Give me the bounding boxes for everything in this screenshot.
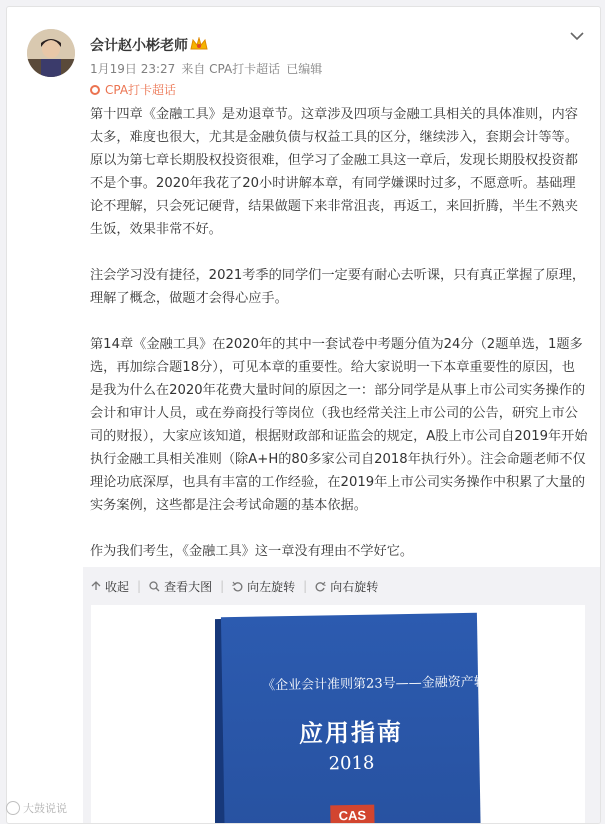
post-meta [90, 60, 328, 77]
media-viewer [83, 567, 600, 824]
book-subtitle: 《企业会计准则第23号——金融资产转移》 [262, 674, 513, 694]
collapse-label: 收起 [105, 579, 130, 594]
media-toolbar [83, 567, 386, 605]
chevron-down-icon[interactable] [570, 31, 584, 41]
post-paragraph: 作为我们考生，《金融工具》这一章没有理由不学好它。 [90, 544, 414, 559]
book-logo: CAS [330, 805, 375, 824]
collapse-button[interactable] [91, 578, 129, 595]
view-large-button[interactable] [149, 578, 212, 595]
watermark-text: 大鼓说说 [23, 802, 67, 815]
post-timestamp[interactable]: 1月19日 23:27 [90, 62, 176, 76]
magnifier-icon [149, 581, 160, 592]
post-paragraph: 注会学习没有捷径，2021考季的同学们一定要有耐心去听课，只有真正掌握了原理，理解了概念，做题才会得心应手。 [90, 268, 586, 306]
supertopic-link[interactable] [90, 81, 176, 98]
edited-label: 已编辑 [286, 62, 323, 76]
supertopic-label: CPA打卡超话 [105, 83, 177, 97]
post-content [90, 103, 588, 563]
rotate-left-label: 向左旋转 [247, 579, 296, 594]
collapse-arrow-icon [91, 581, 101, 591]
rotate-right-button[interactable] [315, 578, 378, 595]
weibo-post-card [6, 6, 601, 824]
toolbar-divider: | [303, 579, 308, 593]
rotate-right-label: 向右旋转 [330, 579, 379, 594]
supertopic-icon [90, 85, 100, 95]
watermark [6, 800, 67, 816]
post-paragraph: 第十四章《金融工具》是劝退章节。这章涉及四项与金融工具相关的具体准则，内容太多，难度也很大，尤其是金融负债与权益工具的区分，继续涉入，套期会计等等。原以为第七章长期股权投资很难，但学习了金融工具这一章后，发现长期股权投资都不是个事。2020年我花了20小时讲解本章，有同学嫌课时过多，不愿意听。基础理论不理解，只会死记硬背，结果做题下来非常沮丧，再返工，来回折腾，半生不熟夹生饭，效果非常不好。 [90, 107, 578, 237]
toolbar-divider: | [137, 579, 142, 593]
view-large-label: 查看大图 [164, 579, 213, 594]
toolbar-divider: | [220, 579, 225, 593]
author-name[interactable]: 会计赵小彬老师 [90, 38, 188, 54]
rotate-right-icon [315, 581, 326, 592]
book-year: 2018 [328, 752, 375, 775]
post-source[interactable]: 来自 CPA打卡超话 [181, 62, 281, 76]
rotate-left-button[interactable] [232, 578, 295, 595]
watermark-icon [6, 801, 20, 815]
book-cover [221, 613, 513, 824]
book-title: 应用指南 [298, 717, 404, 748]
post-paragraph: 第14章《金融工具》在2020年的其中一套试卷中考题分值为24分（2题单选，1题多选，再加综合题18分），可见本章的重要性。给大家说明一下本章重要性的原因，也是我为什么在2020年花费大量时间的原因之一：部分同学是从事上市公司实务操作的会计和审计人员，或在券商投行等岗位（我也经常关注上市公司的公告，研究上市公司的财报），大家应该知道，根据财政部和证监会的规定，A股上市公司自2019年开始执行金融工具相关准则（除A+H的80多家公司自2018年执行外）。注会命题老师不仅理论功底深厚，也具有丰富的工作经验，在2019年上市公司实务操作中积累了大量的实务案例，这些都是注会考试命题的基本依据。 [90, 337, 588, 513]
post-image[interactable] [91, 605, 585, 824]
rotate-left-icon [232, 581, 243, 592]
author-avatar[interactable] [27, 29, 75, 77]
vip-crown-icon [190, 37, 208, 51]
